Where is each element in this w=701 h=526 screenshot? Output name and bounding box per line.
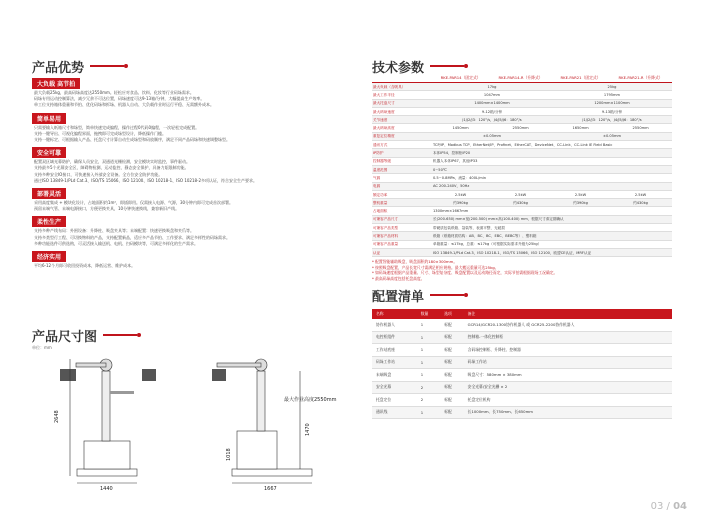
width-a-label: 1440 [100, 486, 113, 491]
advantage-line: 配置双区域光幕防护，确保人员安全，双通道光栅检测，安全模块实时监控，事件驱动。 [34, 159, 190, 165]
config-cell-qty: 1 [417, 406, 440, 419]
spec-label: 重复定位精度 [372, 132, 432, 140]
page-number: 03 / 04 [650, 501, 687, 512]
config-cell-opt: 标配 [440, 319, 463, 331]
advantage-line: 通过ISO 13849-1/PLd Cat.3、ISO/TS 15066、ISO 12100、ISO 10218-1、ISO 10218-2多项认证，符合安全生产要求。 [34, 177, 258, 183]
config-table [372, 309, 672, 419]
spec-value: 带硬质包装纸箱、袋装等，表面平整、无破损 [432, 224, 672, 232]
advantage-line: 支持一键导出、可视化编程界面，拖拽即可完成垛型设计，降低操作门槛。 [34, 130, 166, 136]
config-cell-opt: 标配 [440, 356, 463, 369]
config-cell-qty: 1 [417, 344, 440, 357]
config-column-header: 备注 [464, 309, 672, 319]
spec-value: 单箱重量：≤17kg，总重：≤17kg（可根据实际需求升级为25kg） [432, 240, 672, 248]
spec-value: J1/J2/J3：120°/s，J4/J5/J6：180°/s [432, 116, 552, 124]
spec-label: 控制器等级 [372, 157, 432, 165]
spec-row [372, 157, 672, 165]
config-column-header: 名称 [372, 309, 417, 319]
spec-label: 最大码垛速度 [372, 107, 432, 115]
spec-label: 通讯方式 [372, 141, 432, 149]
spec-label: 最大托盘尺寸 [372, 99, 432, 107]
spec-row [372, 182, 672, 190]
spec-value: 约390kg [432, 199, 489, 207]
spec-value: 本体IP54，控制柜IP20 [432, 149, 672, 157]
advantages-title: 产品优势 [32, 58, 342, 74]
side-view-drawing [212, 359, 337, 491]
config-cell-name: 电控柜组件 [372, 331, 417, 344]
advantage-line: 单工位支持箱体重量和节拍、优化码垛和拆垛、机器人自动、大负载作业时运行平稳、无需额外成本。 [34, 102, 214, 108]
config-cell-note: 安全光幕/安全光栅 × 2 [464, 381, 672, 394]
config-cell-opt: 标配 [440, 406, 463, 419]
spec-value: 纸箱（纸箱材质结构：AB、BC、BC、EBC、BEBC等）、塑料箱 [432, 232, 672, 240]
spec-label: 可兼容产品材料 [372, 232, 432, 240]
config-cell-note: 含码垛控制柜、升降柱、控制器 [464, 344, 672, 357]
config-row [372, 356, 672, 369]
spec-value: J1/J2/J3：120°/s，J4/J5/J6：180°/s [552, 116, 672, 124]
spec-column-header: RKE-PAR21-R（升降式） [609, 74, 672, 83]
spec-label: 气源 [372, 174, 432, 182]
spec-label: 电源 [372, 182, 432, 190]
title-accent-line [430, 65, 464, 67]
config-cell-qty: 1 [417, 331, 440, 344]
spec-label: 占地面积 [372, 207, 432, 215]
spec-label: 最大码垛高度 [372, 124, 432, 132]
spec-row [372, 91, 672, 99]
spec-value: 9-12箱/分钟 [432, 107, 552, 115]
spec-value: 机器人本体IP67，其他IP33 [432, 157, 672, 165]
advantage-line: 码垛专用运动控制算法，减少冗余不可达位置，码垛速度可达9-13箱/分钟，大幅提高生产效率。 [34, 96, 205, 102]
advantage-line: 支持多种产线布局：外围设备：升降柱、吸盘夹具等；末端配置：快速更换吸盘和夹爪等。 [34, 228, 194, 234]
config-cell-note: 托盘定位机构 [464, 394, 672, 407]
advantage-line: 平均6-12个月即可收回投资成本，降低运营、维护成本。 [34, 263, 136, 269]
spec-value: 2550mm [489, 124, 552, 132]
reach-label: 最大作业高度2550mm [284, 397, 337, 403]
title-accent-line [430, 294, 464, 296]
config-cell-opt: 标配 [440, 381, 463, 394]
advantage-line: 支持多类型行工程、可切换物料的产品，支持配置新品，适应多产品节拍、工作要求、满足多样性的码垛需求。 [34, 234, 230, 240]
title-accent-line [90, 65, 124, 67]
spec-value: 1795mm [552, 91, 672, 99]
spec-row [372, 248, 672, 256]
height-b-label: 1470 [305, 423, 311, 436]
spec-value: 约430kg [609, 199, 672, 207]
spec-row [372, 174, 672, 182]
width-b-label: 1667 [264, 486, 277, 491]
spec-row [372, 141, 672, 149]
advantage-line: 预留末端气管、末端电源接口，方便更换夹具，10分钟快速换线，兼容新旧产线。 [34, 206, 180, 212]
config-cell-name: 安全光幕 [372, 381, 417, 394]
spec-value: ±0.05mm [552, 132, 672, 140]
advantage-line: 支持多种安全IO接口，可快速接入外部安全设备。全方位安全防护功能。 [34, 171, 163, 177]
config-cell-opt: 标配 [440, 394, 463, 407]
advantage-line: 支持一键标定、可根据输入产品、托盘尺寸计算自动生成垛型和码放顺序，满足不同产品码垛和快速调整垛型。 [34, 137, 230, 143]
spec-label: IP防护 [372, 149, 432, 157]
advantage-tag: 大负载 高节拍 [32, 78, 80, 89]
spec-column-header: RKE-PAR21（固定式） [552, 74, 609, 83]
spec-value: 0.5~0.8MPa，流量：400L/min [432, 174, 672, 182]
advantage-tag: 经济实用 [32, 251, 66, 262]
spec-value: 2550mm [609, 124, 672, 132]
config-row [372, 344, 672, 357]
dimensions-title: 产品尺寸图 [32, 327, 342, 343]
spec-row [372, 116, 672, 124]
spec-row [372, 232, 672, 240]
spec-value: TCP/IP、Modbus TCP、EtherNet/IP、Profinet、EtherCAT、DeviceNet、CC-Link、CC-Link IE Field Basic [432, 141, 672, 149]
config-cell-note: 码垛工作站 [464, 356, 672, 369]
advantage-tag: 简单易用 [32, 113, 66, 124]
unit-label: 单位：mm [32, 345, 52, 350]
spec-row [372, 207, 672, 215]
config-row [372, 406, 672, 419]
advantage-tag: 柔性生产 [32, 216, 66, 227]
spec-notes [372, 259, 672, 281]
config-cell-qty: 2 [417, 394, 440, 407]
config-cell-opt: 标配 [440, 344, 463, 357]
spec-value: 2.5kW [552, 190, 609, 198]
spec-row [372, 124, 672, 132]
spec-value: 1650mm [552, 124, 609, 132]
spec-row [372, 165, 672, 173]
config-row [372, 381, 672, 394]
advantage-line: 支持最多5个光幕安全区，障碍物检测、运动监控、静态安全保护，具备力矩限制功能。 [34, 165, 189, 171]
config-cell-opt: 标配 [440, 331, 463, 344]
advantage-line: 采用高度集成 + 模块化设计，占地面积约1m²，即插即用。仅需接入电源、气源，30分钟内即可完成首次部署。 [34, 200, 234, 206]
advantage-tag: 安全可靠 [32, 147, 66, 158]
spec-note: * 最高码垛高度包括托盘高度。 [372, 275, 425, 281]
config-cell-note: 吸盘尺寸：580mm × 380mm [464, 369, 672, 382]
config-row [372, 331, 672, 344]
spec-value: ±0.05mm [432, 132, 552, 140]
advantages-section [32, 58, 342, 269]
dimensions-section [32, 327, 342, 491]
spec-row [372, 99, 672, 107]
config-cell-name: 工作站底座 [372, 344, 417, 357]
front-view-drawing [54, 359, 156, 491]
config-cell-note: GCR14/GCR20-1300协作机器人 或 GCR25-2200协作机器人 [464, 319, 672, 331]
spec-value: 2.5kW [609, 190, 672, 198]
spec-value: 1300mm×1667mm [432, 207, 672, 215]
config-cell-name: 托盘定位 [372, 394, 417, 407]
spec-value: 约430kg [489, 199, 552, 207]
spec-value: 2.5kW [432, 190, 489, 198]
advantage-line: 多种功能选件可供选购，可灵活接入输送机、电机、扫码模块等，可满足多样化的生产需求。 [34, 240, 198, 246]
spec-label: 关节速度 [372, 116, 432, 124]
spec-column-header: RKE-PAR14-R（升降式） [489, 74, 552, 83]
spec-value: 1047mm [432, 91, 552, 99]
config-cell-opt: 标配 [440, 369, 463, 382]
spec-label: 最大负载（含吸具） [372, 83, 432, 91]
spec-label: 可兼容产品重量 [372, 240, 432, 248]
config-cell-name: 通讯线 [372, 406, 417, 419]
spec-value: 0~50℃ [432, 165, 672, 173]
advantage-list [32, 74, 342, 269]
spec-value: 1200mm×1100mm [552, 99, 672, 107]
spec-value: 9-13箱/分钟 [552, 107, 672, 115]
advantage-line: 最大负载25kg，最高码垛高度达2550mm。轻松应对食品、饮料、化妆等行业码垛需求。 [34, 90, 194, 95]
spec-value: 长(200-650) mm×宽(200-500) mm×高(100-400) mm，根据尺寸请定期确认 [432, 215, 672, 223]
config-row [372, 319, 672, 331]
advantage-line: 只需要输入纸箱尺寸和垛型，简单快速完成编程，操作过程0代码0编程，一次轻松完成配置。 [34, 124, 200, 130]
spec-value: 2.5kW [489, 190, 552, 198]
config-column-header: 数量 [417, 309, 440, 319]
spec-value: 1400mm×1400mm [432, 99, 552, 107]
config-table-header [372, 309, 672, 319]
config-cell-note: 控制箱-一体化控制柜 [464, 331, 672, 344]
spec-note: * 配置智能辅助吸盘，吸盘面积约180×300mm。 [372, 259, 458, 265]
config-cell-qty: 1 [417, 369, 440, 382]
spec-label: 整机重量 [372, 199, 432, 207]
spec-note: * 按照吸盘配置，产品长宽尺寸需满足相应规格。最大搬运重量可达25kg。 [372, 264, 499, 270]
spec-label: 可兼容产品类型 [372, 224, 432, 232]
spec-value: 25kg [552, 83, 672, 91]
spec-label: 可兼容产品尺寸 [372, 215, 432, 223]
spec-note: * 如码垛速度根据产品重量、尺寸、垛型复杂度、吸盘配置以及运动路径而定，实际节拍需根据现场工况确定。 [372, 270, 558, 276]
advantage-text [34, 159, 342, 184]
params-title: 技术参数 [372, 58, 672, 74]
config-cell-qty: 1 [417, 356, 440, 369]
spec-label: 温度范围 [372, 165, 432, 173]
spec-row [372, 199, 672, 207]
spec-row [372, 149, 672, 157]
config-cell-name: 码垛工作站 [372, 356, 417, 369]
spec-value: AC 200-240V，50Hz [432, 182, 672, 190]
config-cell-qty: 1 [417, 319, 440, 331]
advantage-text [34, 125, 342, 144]
spec-label: 额定功率 [372, 190, 432, 198]
spec-column-header: RKE-PAR14（固定式） [432, 74, 489, 83]
spec-value: ISO 13849-1/PLd Cat.3，ISO 10218-1，ISO/TS 15066，ISO 12100，欧盟CE认证，MRF认证 [432, 248, 672, 256]
spec-row [372, 240, 672, 248]
specs-section [372, 58, 672, 419]
spec-row [372, 107, 672, 115]
spec-row [372, 190, 672, 198]
advantage-text [34, 200, 342, 212]
spec-row [372, 215, 672, 223]
advantage-tag: 部署灵活 [32, 188, 66, 199]
config-row [372, 369, 672, 382]
spec-table [372, 74, 672, 257]
spec-value: 1450mm [432, 124, 489, 132]
spec-label: 最大工作半径 [372, 91, 432, 99]
spec-value: 17kg [432, 83, 552, 91]
config-cell-name: 末端吸盘 [372, 369, 417, 382]
config-title: 配置清单 [372, 287, 672, 303]
dimension-drawing [32, 351, 342, 491]
height-a-label: 2648 [54, 410, 60, 423]
spec-label: 认证 [372, 248, 432, 256]
config-column-header: 选项 [440, 309, 463, 319]
advantage-text [34, 228, 342, 247]
advantage-text [34, 263, 342, 269]
title-accent-line [103, 334, 137, 336]
spec-row [372, 224, 672, 232]
config-cell-note: 长1000mm、长750mm、长650mm [464, 406, 672, 419]
advantage-text [34, 90, 342, 109]
config-cell-name: 协作机器人 [372, 319, 417, 331]
spec-row [372, 83, 672, 91]
mid-b-label: 1018 [226, 448, 232, 461]
config-cell-qty: 2 [417, 381, 440, 394]
spec-row [372, 132, 672, 140]
spec-value: 约390kg [552, 199, 609, 207]
config-row [372, 394, 672, 407]
